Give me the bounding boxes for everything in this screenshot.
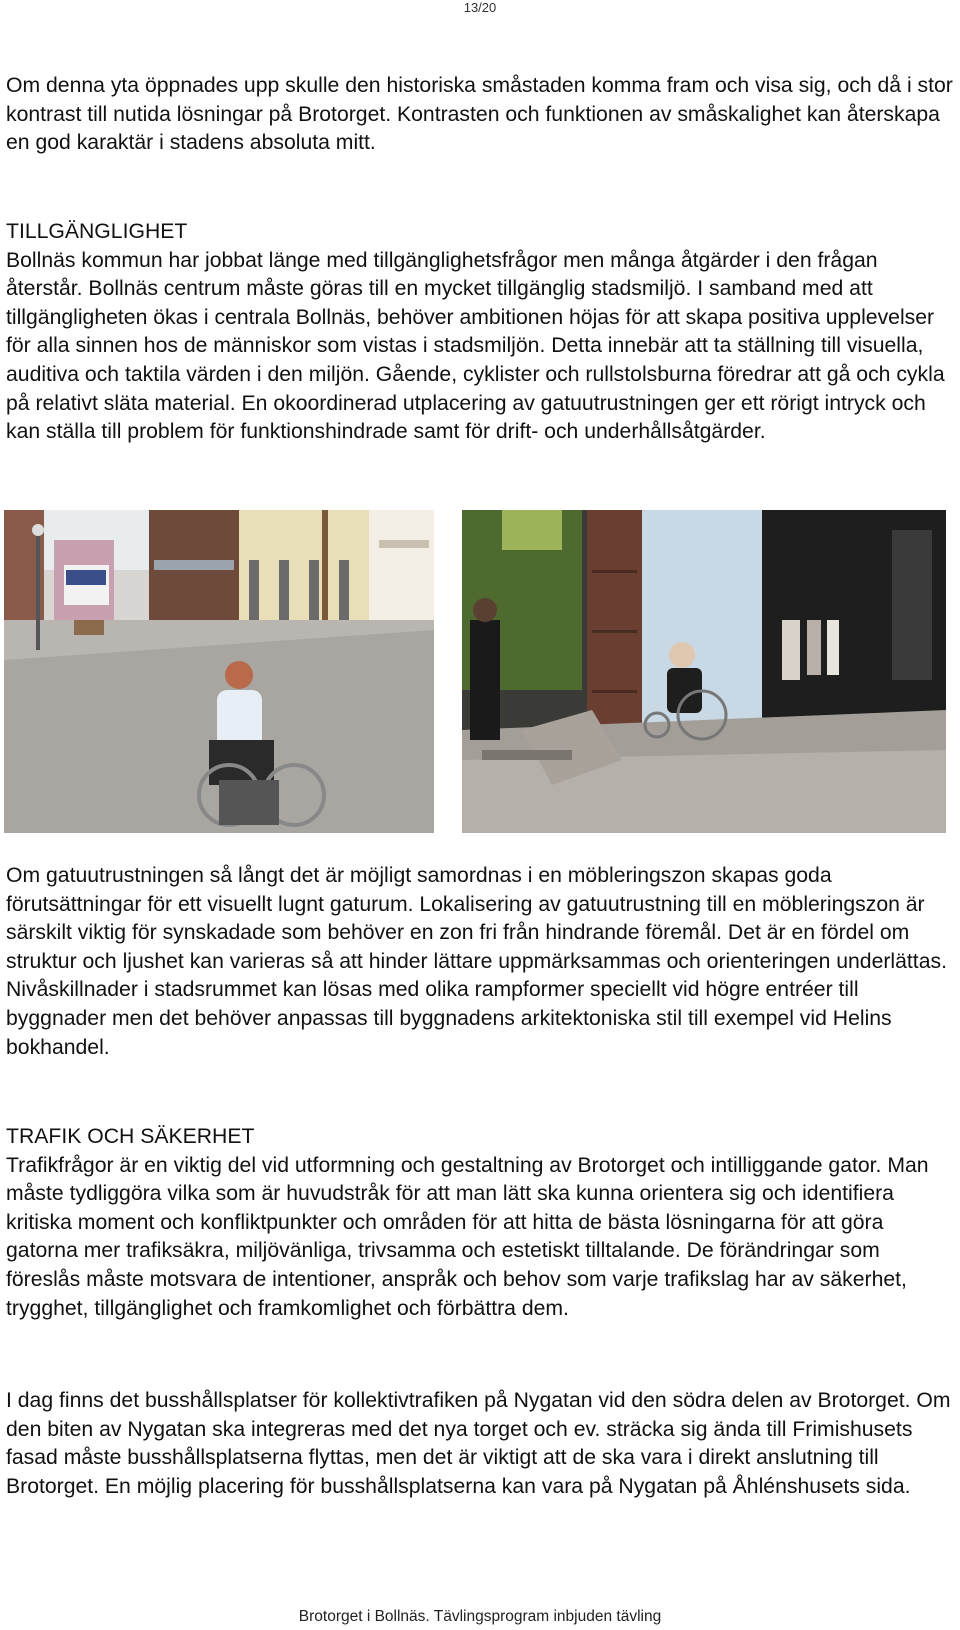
page-footer: Brotorget i Bollnäs. Tävlingsprogram inbjuden tävling	[298, 1608, 662, 1625]
intro-section	[6, 72, 958, 158]
bus-paragraph: I dag finns det busshållsplatser för kollektivtrafiken på Nygatan vid den södra delen av Brotorget. Om den biten av Nygatan ska integreras med det nya torget och ev. sträcka sig ända till Frimishusets fasad måste busshållsplatserna flyttas, men det är viktigt att de ska vara i direkt anslutning till Brotorget. En möjlig placering för busshållsplatserna kan vara på Nygatan på Åhlénshusets sida.	[6, 1389, 951, 1498]
traffic-heading: TRAFIK OCH SÄKERHET	[6, 1125, 255, 1148]
wheelchair-user-street-photo	[4, 510, 434, 833]
page-number: 13/20	[463, 0, 497, 15]
furniture-zone-section	[6, 862, 958, 1062]
street-photo-illustration	[4, 510, 434, 833]
wheelchair-user-storefront-photo	[462, 510, 946, 833]
furniture-paragraph: Om gatuutrustningen så långt det är möjligt samordnas i en möbleringszon skapas goda förutsättningar för ett visuellt lugnt gaturum. Lokalisering av gatuutrustning till en möbleringszon är särskilt viktig för synskadade som behöver en zon fri från hindrande föremål. Det är en fördel om struktur och ljushet kan varieras så att hinder lättare uppmärksammas och orienteringen underlättas. Nivåskillnader i stadsrummet kan lösas med olika rampformer speciellt vid högre entréer till byggnader men det behöver anpassas till byggnadens arkitektoniska stil till exempel vid Helins bokhandel.	[6, 864, 947, 1059]
bus-stops-section	[6, 1387, 958, 1501]
accessibility-section	[6, 218, 958, 447]
traffic-section	[6, 1123, 958, 1323]
accessibility-paragraph: Bollnäs kommun har jobbat länge med tillgänglighetsfrågor men många åtgärder i den frågan återstår. Bollnäs centrum måste göras till en mycket tillgänglig stadsmiljö. I samband med att tillgängligheten ökas i centrala Bollnäs, behöver ambitionen höjas för att skapa positiva upplevelser för alla sinnen hos de människor som vistas i stadsmiljön. Detta innebär att ta ställning till visuella, auditiva och taktila värden i den miljön. Gående, cyklister och rullstolsburna föredrar att gå och cykla på relativt släta material. En okoordinerad utplacering av gatuutrustningen ger ett rörigt intryck och kan ställa till problem för funktionshindrade samt för drift- och underhållsåtgärder.	[6, 248, 945, 444]
accessibility-heading: TILLGÄNGLIGHET	[6, 220, 188, 243]
storefront-photo-illustration	[462, 510, 946, 833]
traffic-paragraph: Trafikfrågor är en viktig del vid utformning och gestaltning av Brotorget och intilliggande gator. Man måste tydliggöra vilka som är huvudstråk för att man lätt ska kunna orientera sig och identifiera kritiska moment och konfliktpunkter och områden för att hitta de bästa lösningarna för att göra gatorna mer trafiksäkra, miljövänliga, trivsamma och estetiskt tilltalande. De förändringar som föreslås måste motsvara de intentioner, anspråk och behov som varje trafikslag har av säkerhet, trygghet, tillgänglighet och framkomlighet och förbättra dem.	[6, 1153, 929, 1320]
intro-paragraph: Om denna yta öppnades upp skulle den historiska småstaden komma fram och visa sig, och då i stor kontrast till nutida lösningar på Brotorget. Kontrasten och funktionen av småskalighet kan återskapa en god karaktär i stadens absoluta mitt.	[6, 74, 953, 155]
